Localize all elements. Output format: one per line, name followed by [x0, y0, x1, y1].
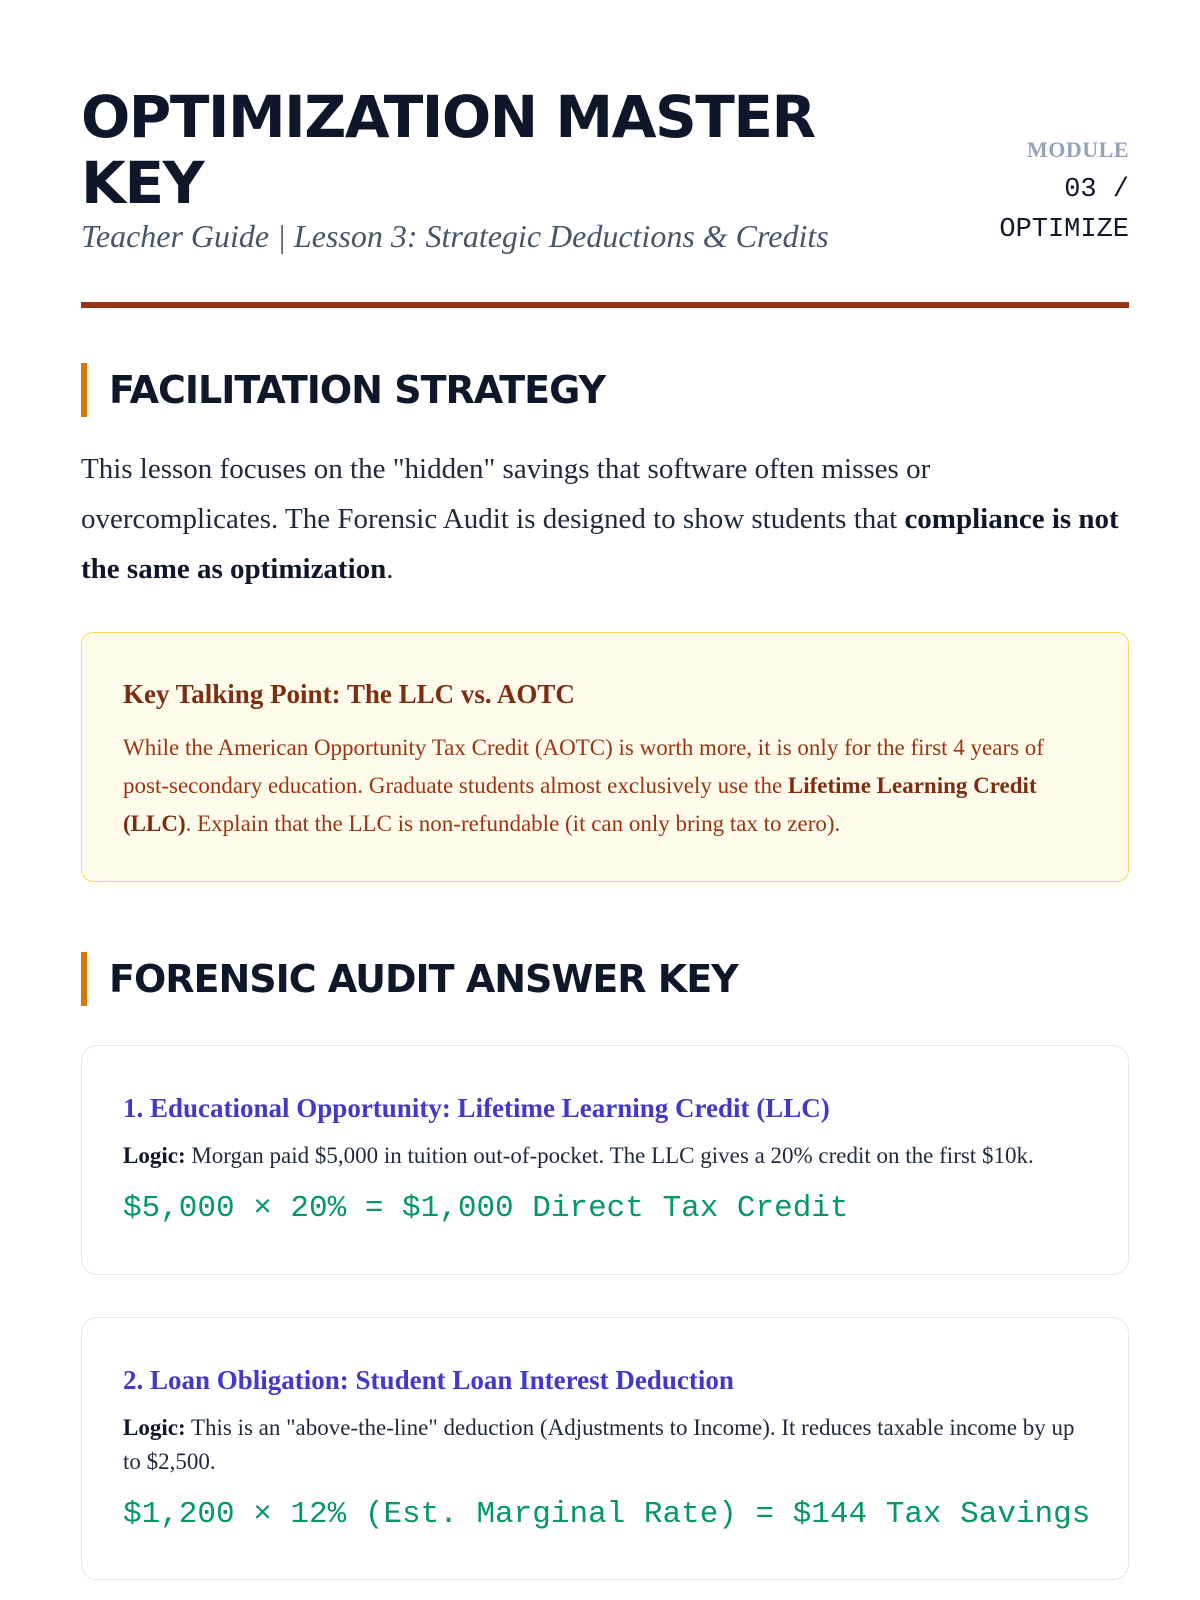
module-label: MODULE: [1027, 137, 1129, 162]
facilitation-text: [81, 444, 1129, 594]
answer-card: [81, 1317, 1129, 1580]
logic-label: Logic:: [123, 1143, 186, 1168]
module-indicator: [969, 134, 1129, 250]
callout-text-start: While the American Opportunity Tax Credit (AOTC) is worth more, it is only for the first 4 years of post-secondary education. Graduate students almost exclusively use the: [123, 735, 1044, 798]
page-title: OPTIMIZATION MASTER KEY: [81, 83, 815, 217]
answer-card-formula: $1,200 × 12% (Est. Marginal Rate) = $144 Tax Savings: [123, 1497, 1091, 1532]
header-divider: [81, 302, 1129, 308]
facilitation-heading: FACILITATION STRATEGY: [81, 363, 605, 417]
answer-card-logic: [123, 1411, 1088, 1479]
answer-card-title: 2. Loan Obligation: Student Loan Interest Deduction: [123, 1365, 734, 1395]
answer-card-title: 1. Educational Opportunity: Lifetime Learning Credit (LLC): [123, 1093, 830, 1123]
callout-text-emphasis: Lifetime Learning Credit (LLC): [123, 773, 1037, 836]
facilitation-text-start: This lesson focuses on the "hidden" savings that software often misses or overcomplicates. The Forensic Audit is designed to show students that: [81, 453, 931, 535]
logic-label: Logic:: [123, 1415, 186, 1440]
forensic-heading: FORENSIC AUDIT ANSWER KEY: [81, 952, 738, 1006]
callout-text: [123, 729, 1088, 843]
answer-card-formula: $5,000 × 20% = $1,000 Direct Tax Credit: [123, 1191, 849, 1226]
callout-title: Key Talking Point: The LLC vs. AOTC: [123, 679, 575, 709]
facilitation-text-end: .: [386, 553, 394, 585]
logic-text: This is an "above-the-line" deduction (Adjustments to Income). It reduces taxable income by up to $2,500.: [123, 1415, 1075, 1474]
facilitation-text-emphasis: compliance is not the same as optimization: [81, 503, 1119, 585]
teacher-guide-page: [81, 0, 1129, 1532]
page-subtitle: Teacher Guide | Lesson 3: Strategic Deductions & Credits: [81, 218, 829, 254]
answer-card: [81, 1045, 1129, 1275]
module-value: 03 / OPTIMIZE: [999, 175, 1129, 245]
page-header: [81, 0, 1129, 312]
callout-text-end: . Explain that the LLC is non-refundable (it can only bring tax to zero).: [185, 811, 841, 836]
logic-text: Morgan paid $5,000 in tuition out-of-pocket. The LLC gives a 20% credit on the first $10k.: [185, 1143, 1034, 1168]
answer-card-logic: [123, 1139, 1088, 1173]
talking-point-callout: [81, 632, 1129, 882]
